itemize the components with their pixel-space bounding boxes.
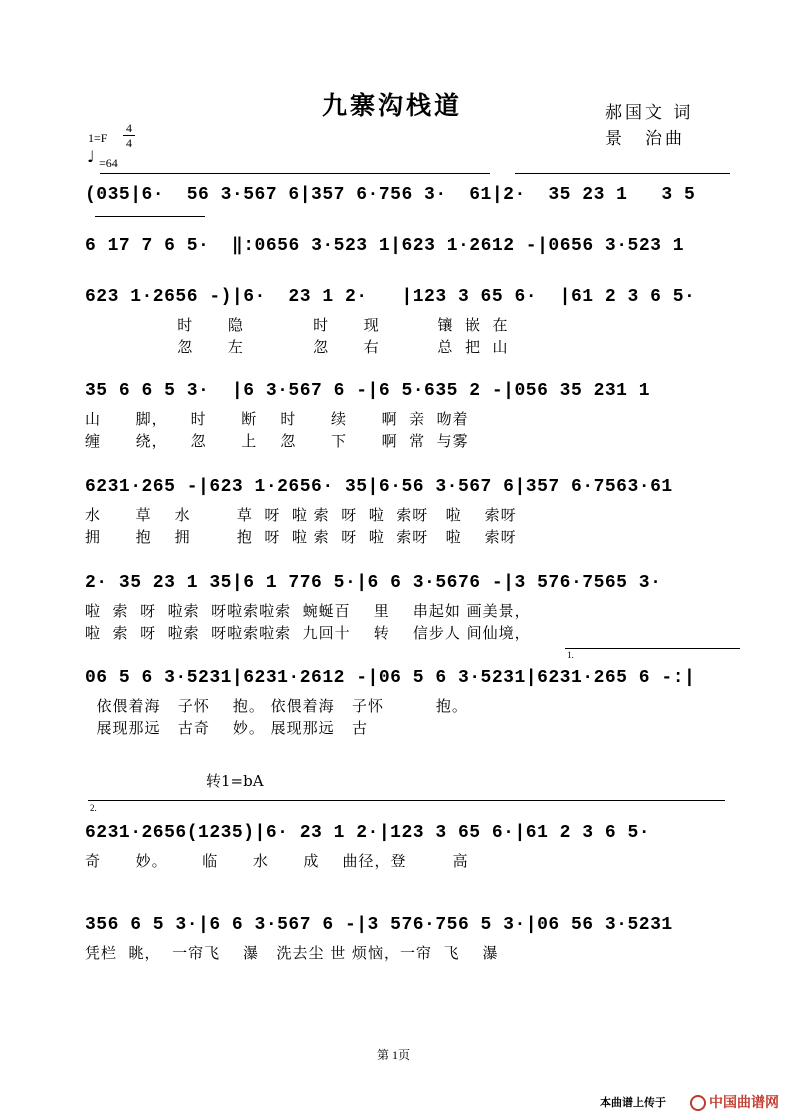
time-signature — [123, 121, 135, 150]
jianpu-line: (035|6· 56 3·567 6|357 6·756 3· 61|2· 35 23 1 3 5 — [85, 185, 696, 205]
volta-2-label: 2. — [90, 803, 97, 813]
jianpu-line: 356 6 5 3·|6 6 3·567 6 -|3 576·756 5 3·|06 56 3·5231 — [85, 915, 673, 935]
jianpu-line: 6231·265 -|623 1·2656· 35|6·56 3·567 6|357 6·7563·61 — [85, 477, 673, 497]
score-system-8 — [85, 818, 740, 870]
key-change-marking: 转1=bA — [206, 772, 264, 790]
score-system-5 — [85, 472, 740, 546]
beam-line — [100, 173, 490, 174]
score-system-4 — [85, 376, 740, 450]
score-system-9 — [85, 910, 740, 962]
lyrics-verse-1: 凭栏 眺， 一帘飞 瀑 洗去尘 世 烦恼，一帘 飞 瀑 — [85, 944, 499, 962]
lyrics-verse-2: 拥 抱 拥 抱 呀 啦 索 呀 啦 索呀 啦 索呀 — [85, 528, 517, 546]
lyrics-verse-2: 啦 索 呀 啦索 呀啦索啦索 九回十 转 信步人 间仙境， — [85, 624, 531, 642]
score-system-6 — [85, 568, 740, 642]
jianpu-line: 35 6 6 5 3· |6 3·567 6 -|6 5·635 2 -|056 35 231 1 — [85, 381, 651, 401]
lyrics-verse-1: 啦 索 呀 啦索 呀啦索啦索 蜿蜒百 里 串起如 画美景， — [85, 602, 531, 620]
composer-credit: 景 治曲 — [605, 129, 685, 149]
lyrics-verse-2: 忽 左 忽 右 总 把 山 — [85, 338, 509, 356]
jianpu-line: 6231·2656(1235)|6· 23 1 2·|123 3 65 6·|61 2 3 6 5· — [85, 823, 651, 843]
score-system-7 — [85, 663, 740, 737]
score-system-3 — [85, 282, 740, 356]
volta-1-bracket — [565, 648, 740, 649]
lyrics-verse-2: 展现那远 古奇 妙。 展现那远 古 — [85, 719, 368, 737]
time-bottom: 4 — [126, 136, 132, 150]
song-title: 九寨沟栈道 — [322, 91, 463, 120]
jianpu-line: 623 1·2656 -)|6· 23 1 2· |123 3 65 6· |61 2 3 6 5· — [85, 287, 696, 307]
score-system-2 — [85, 230, 740, 278]
key-signature: 1=F — [88, 131, 108, 145]
jianpu-line: 6 17 7 6 5· ‖:0656 3·523 1|623 1·2612 -|0656 3·523 1 — [85, 236, 685, 256]
lyrics-verse-1: 依偎着海 子怀 抱。 依偎着海 子怀 抱。 — [85, 697, 468, 715]
jianpu-line: 2· 35 23 1 35|6 1 776 5·|6 6 3·5676 -|3 576·7565 3· — [85, 573, 662, 593]
lyrics-verse-2: 缠 绕， 忽 上 忽 下 啊 常 与雾 — [85, 432, 469, 450]
lyrics-verse-1: 时 隐 时 现 镶 嵌 在 — [85, 316, 509, 334]
beam-line — [515, 173, 730, 174]
volta-2-bracket — [88, 800, 725, 801]
lyricist-credit: 郝国文 词 — [605, 103, 694, 123]
quarter-note-icon: ♩ — [87, 147, 95, 166]
score-system-1 — [85, 180, 740, 228]
upload-notice: 本曲谱上传于 — [600, 1096, 666, 1109]
site-logo[interactable] — [690, 1092, 779, 1112]
lyrics-verse-1: 奇 妙。 临 水 成 曲径，登 高 — [85, 852, 469, 870]
time-top: 4 — [126, 121, 132, 135]
lyrics-verse-1: 水 草 水 草 呀 啦 索 呀 啦 索呀 啦 索呀 — [85, 506, 517, 524]
page-number: 第 1页 — [377, 1048, 411, 1062]
volta-1-label: 1. — [567, 650, 574, 660]
jianpu-line: 06 5 6 3·5231|6231·2612 -|06 5 6 3·5231|6231·265 6 -:| — [85, 668, 696, 688]
lyrics-verse-1: 山 脚， 时 断 时 续 啊 亲 吻着 — [85, 410, 469, 428]
site-logo-text: 中国曲谱网 — [709, 1095, 779, 1111]
site-logo-icon — [690, 1095, 706, 1111]
tempo-marking: =64 — [99, 156, 118, 170]
